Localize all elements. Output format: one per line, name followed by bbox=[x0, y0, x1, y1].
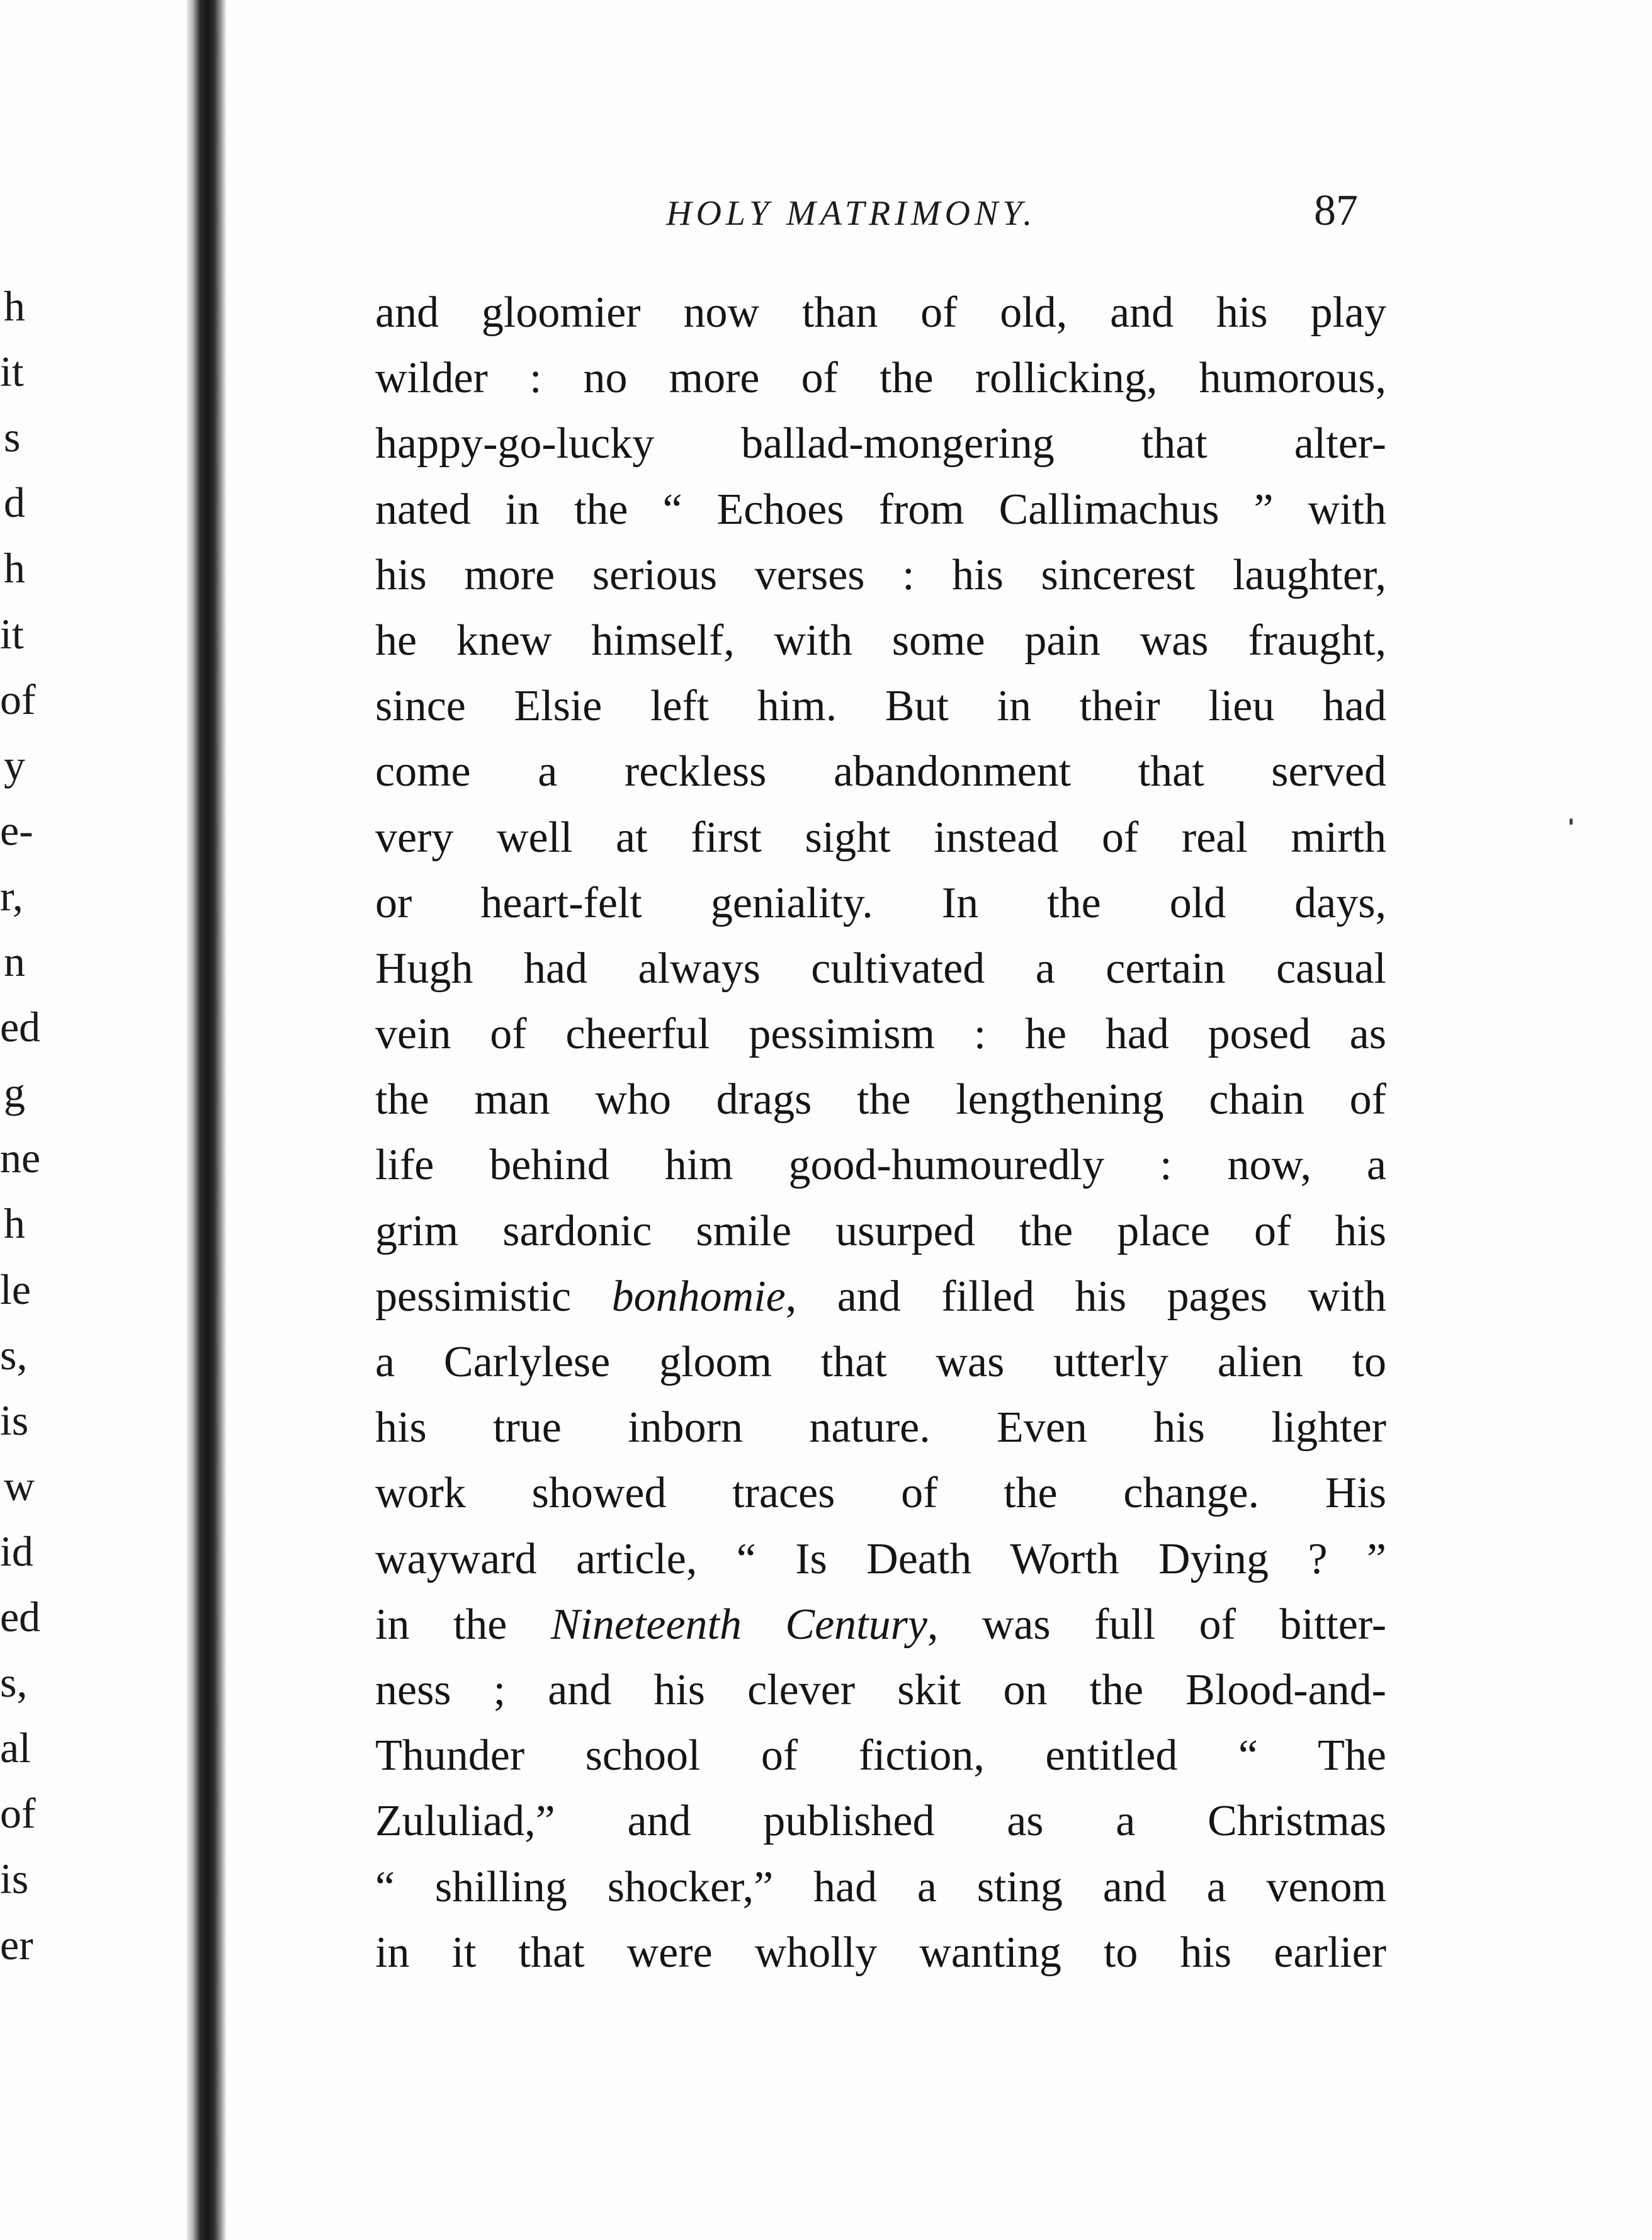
text-run: “ shilling shocker,” had a sting and a venom bbox=[375, 1862, 1386, 1911]
facing-page-fragment: is bbox=[0, 1855, 29, 1903]
text-run: in the bbox=[375, 1600, 551, 1649]
binding-gutter bbox=[186, 0, 227, 2240]
facing-page-fragment: w bbox=[4, 1461, 35, 1510]
text-run: nated in the “ Echoes from Callimachus ” with bbox=[375, 485, 1386, 534]
facing-page-fragment: er bbox=[0, 1920, 33, 1969]
page-number: 87 bbox=[1314, 186, 1358, 235]
text-line bbox=[375, 608, 1386, 674]
text-line bbox=[375, 1330, 1386, 1395]
facing-page-fragment: y bbox=[4, 740, 25, 789]
facing-page-fragment: ed bbox=[0, 1593, 41, 1641]
text-run: grim sardonic smile usurped the place of his bbox=[375, 1206, 1386, 1255]
text-line bbox=[375, 674, 1386, 739]
text-line bbox=[375, 1723, 1386, 1789]
text-line bbox=[375, 1527, 1386, 1592]
text-line bbox=[375, 805, 1386, 871]
facing-page-fragment: d bbox=[4, 478, 25, 527]
text-line bbox=[375, 739, 1386, 805]
text-line bbox=[375, 1855, 1386, 1920]
text-line bbox=[375, 477, 1386, 543]
facing-page-fragment: g bbox=[4, 1068, 25, 1117]
facing-page-fragment: h bbox=[4, 282, 25, 330]
text-run: life behind him good-humouredly : now, a bbox=[375, 1141, 1386, 1190]
text-line bbox=[375, 1264, 1386, 1330]
text-run: he knew himself, with some pain was fraught, bbox=[375, 616, 1386, 665]
facing-page-fragment: ed bbox=[0, 1003, 41, 1051]
text-run: pessimistic bbox=[375, 1272, 612, 1321]
text-line bbox=[375, 871, 1386, 936]
facing-page-fragment: is bbox=[0, 1396, 29, 1444]
text-line bbox=[375, 1658, 1386, 1723]
text-run: , was full of bitter- bbox=[927, 1600, 1386, 1649]
text-run: his more serious verses : his sincerest laughter, bbox=[375, 550, 1386, 599]
facing-page-edge bbox=[0, 0, 189, 2240]
facing-page-fragment: le bbox=[0, 1265, 31, 1313]
running-head-title: HOLY MATRIMONY. bbox=[666, 194, 1037, 233]
facing-page-fragment: s, bbox=[0, 1330, 28, 1379]
facing-page-fragment: it bbox=[0, 609, 24, 658]
facing-page-fragment: of bbox=[0, 1789, 36, 1838]
text-line bbox=[375, 936, 1386, 1002]
facing-page-fragment: al bbox=[0, 1724, 31, 1772]
italic-text: Nineteenth Century bbox=[550, 1600, 927, 1649]
running-head bbox=[0, 186, 1652, 242]
facing-page-fragment: ne bbox=[0, 1134, 41, 1182]
text-run: his true inborn nature. Even his lighter bbox=[375, 1403, 1386, 1452]
text-run: ness ; and his clever skit on the Blood-and- bbox=[375, 1665, 1386, 1714]
facing-page-fragment: id bbox=[0, 1527, 33, 1575]
body-text bbox=[375, 280, 1386, 1986]
text-line bbox=[375, 1133, 1386, 1198]
text-run: and gloomier now than of old, and his play bbox=[375, 288, 1386, 337]
text-line bbox=[375, 543, 1386, 608]
text-line bbox=[375, 411, 1386, 477]
text-run: Zululiad,” and published as a Christmas bbox=[375, 1797, 1386, 1846]
text-run: since Elsie left him. But in their lieu had bbox=[375, 682, 1386, 731]
text-run: in it that were wholly wanting to his earlier bbox=[375, 1928, 1386, 1977]
facing-page-fragment: h bbox=[4, 1199, 25, 1248]
italic-text: bonhomie bbox=[611, 1272, 786, 1321]
facing-page-fragment: s, bbox=[0, 1658, 28, 1707]
paper-speck bbox=[1570, 818, 1573, 825]
text-run: wilder : no more of the rollicking, humorous, bbox=[375, 354, 1386, 403]
facing-page-fragment: it bbox=[0, 348, 24, 396]
text-line bbox=[375, 1002, 1386, 1067]
facing-page-fragment: h bbox=[4, 544, 25, 592]
text-run: a Carlylese gloom that was utterly alien to bbox=[375, 1338, 1386, 1386]
text-run: or heart-felt geniality. In the old days, bbox=[375, 878, 1386, 927]
facing-page-fragment: of bbox=[0, 675, 36, 723]
facing-page-fragment: n bbox=[4, 937, 25, 985]
text-run: , and filled his pages with bbox=[785, 1272, 1386, 1321]
text-run: come a reckless abandonment that served bbox=[375, 747, 1386, 796]
text-line bbox=[375, 1395, 1386, 1461]
facing-page-fragment: s bbox=[4, 413, 21, 461]
text-run: the man who drags the lengthening chain of bbox=[375, 1075, 1386, 1124]
facing-page-fragment: r, bbox=[0, 871, 23, 920]
text-line bbox=[375, 1592, 1386, 1658]
text-run: Thunder school of fiction, entitled “ The bbox=[375, 1731, 1386, 1780]
text-line bbox=[375, 1461, 1386, 1526]
text-line bbox=[375, 1789, 1386, 1854]
text-run: work showed traces of the change. His bbox=[375, 1469, 1386, 1518]
text-line bbox=[375, 346, 1386, 411]
text-line bbox=[375, 280, 1386, 346]
text-run: very well at first sight instead of real mirth bbox=[375, 813, 1386, 862]
text-run: happy-go-lucky ballad-mongering that alter- bbox=[375, 419, 1386, 468]
text-run: wayward article, “ Is Death Worth Dying ? ” bbox=[375, 1534, 1386, 1583]
text-line bbox=[375, 1067, 1386, 1133]
text-line bbox=[375, 1920, 1386, 1986]
text-run: Hugh had always cultivated a certain casual bbox=[375, 944, 1386, 993]
text-line bbox=[375, 1199, 1386, 1264]
text-run: vein of cheerful pessimism : he had posed as bbox=[375, 1010, 1386, 1059]
facing-page-fragment: e- bbox=[0, 806, 33, 854]
